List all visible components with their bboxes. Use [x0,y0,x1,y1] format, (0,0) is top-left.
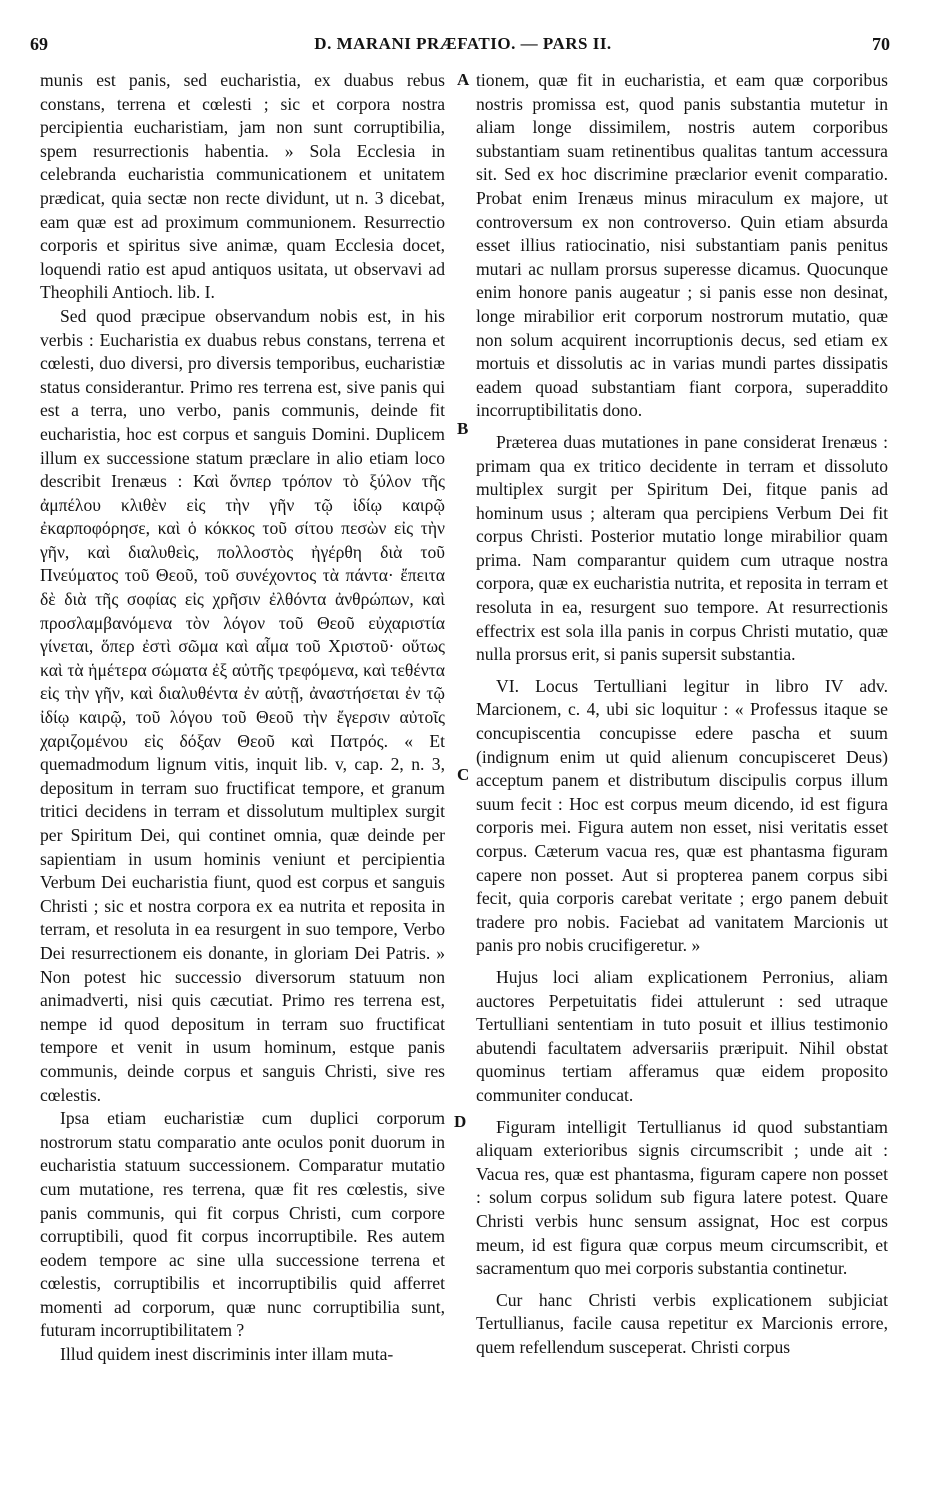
margin-marker-a: A [457,70,470,89]
paragraph: Præterea duas mutationes in pane considerat Irenæus : primam qua ex tritico decidente in terram et dissoluto multiplex surgit per Spiritum Dei, fitque panis ad hominum usus ; alteram qua percipiens Verbum Dei fit corpus Christi. Posterior mutatio longe mirabilior quam prima. Nam comparantur quidem cum utraque nostra corpora, quæ ex eucharistia nutrita, et reposita in terram et resoluta in ea, resurgent suo tempore. At resurrectionis effectrix est sola illa panis in corpus Christi mutatio, quæ nulla prorsus erit, si panis supersit substantia. [476,431,888,665]
margin-marker-d: D [454,1112,467,1131]
paragraph: Illud quidem inest discriminis inter illam muta- [60,1344,394,1365]
margin-marker-b: B [457,419,469,438]
page-number-right: 70 [872,34,890,54]
paragraph: Hujus loci aliam explicationem Perronius, aliam auctores Perpetuitatis fidei attulerunt : sed utraque Tertulliani sententiam in tuto posuit et illius testimonio abutendi facultatem adversariis præripuit. Nihil obstat quominus tertiam afferamus quæ eidem proposito communiter conducat. [476,966,888,1105]
page-header [30,34,896,58]
margin-marker-c: C [457,765,470,784]
paragraph: munis est panis, sed eucharistia, ex duabus rebus constans, terrena et cœlesti ; sic et corpora nostra percipientia eucharistiam, jam non sunt corruptibilia, spem resurrectionis habentia. » Sola Ecclesia in celebranda eucharistia communicationem et unitatem prædicat, quia sectæ non recte dividunt, ut n. 3 dicebat, eam quæ est ad proximum communionem. Resurrectio corporis et spiritus sive animæ, quam Ecclesia docet, loquendi ratio est apud antiquos usitata, ut observavi ad Theophili Antioch. lib. I. [40,70,445,303]
left-column [40,69,445,1367]
paragraph: VI. Locus Tertulliani legitur in libro IV adv. Marcionem, c. 4, ubi sic loquitur : « Professus itaque se concupiscentia concupisse edere pascha et suum (indignum enim ut quid alienum concupisceret Deus) acceptum panem et distributum discipulis corpus illum suum fecit : Hoc est corpus meum dicendo, id est figura corporis mei. Figura autem non esset, nisi veritatis esset corpus. Cæterum vacua res, quæ est phantasma figuram capere non posset. Aut si propterea panem corpus sibi fecit, quia corporis carebat veritate ; ergo panem debuit tradere pro nobis. Faciebat ad vanitatem Marcionis ut panis pro nobis crucifigeretur. » [476,675,888,956]
paragraph: Ipsa etiam eucharistiæ cum duplici corporum nostrorum statu comparatio ante oculos ponit duorum in eucharistia statuum successionem. Comparatur mutatio cum mutatione, res terrena, quæ fit res cœlestis, sive panis communis, qui fit corpus Christi, cum corpore corruptibili, quod fit corpus incorruptibile. Res autem eodem tempore ac sine ulla successione terrena et cœlestis, corruptibilis et incorruptibilis quid afferret momenti ad corporum, quæ nunc corruptibilia sunt, futuram incorruptibilitatem ? [40,1108,445,1341]
paragraph: tionem, quæ fit in eucharistia, et eam quæ corporibus nostris promissa est, quod panis substantia mutetur in aliam longe dissimilem, nostris autem corporibus substantiam suam retinentibus qualitas tantum accessura sit. Sed ex hoc discrimine præclarior evenit comparatio. Probat enim Irenæus minus miraculum ex majore, ut controversum ex non controverso. Quin etiam absurda esset illius ratiocinatio, nisi substantiam panis penitus mutari ac nullam prorsus superesse dicamus. Quocunque enim honore panis augeatur ; si panis esse non desinat, longe mirabilior erit corporum nostrorum mutatio, quæ non solum acquirent incorruptionis decus, sed etiam ex mortuis et dissolutis ac in varias mundi partes dissipatis eadem quoad substantiam fiant corpora, superaddito incorruptibilitatis dono. [476,70,888,421]
paragraph: Sed quod præcipue observandum nobis est, in his verbis : Eucharistia ex duabus rebus constans, terrena et cœlesti, duo diversi, pro diversis temporibus, eucharistiæ status considerantur. Primo res terrena est, sive panis qui est a terra, uno verbo, panis communis, deinde fit eucharistia, hoc est corpus et sanguis Domini. Duplicem illum ex successione statum præclare in alio etiam loco describit Irenæus : Καὶ ὅνπερ τρόπον τὸ ξύλον τῆς ἀμπέλου κλιθὲν εἰς τὴν γῆν τῷ ἰδίῳ καιρῷ ἐκαρποφόρησε, καὶ ὁ κόκκος τοῦ σίτου πεσὼν εἰς τὴν γῆν, καὶ διαλυθεὶς, πολλοστὸς ἠγέρθη διὰ τοῦ Πνεύματος τοῦ Θεοῦ, τοῦ συνέχοντος τὰ πάντα· ἔπειτα δὲ διὰ τῆς σοφίας εἰς χρῆσιν ἐλθόντα ἀνθρώπων, καὶ προσλαμβανόμενα τὸν λόγον τοῦ Θεοῦ εὐχαριστία γίνεται, ὅπερ ἐστὶ σῶμα καὶ αἷμα τοῦ Χριστοῦ· οὕτως καὶ τὰ ἡμέτερα σώματα ἐξ αὐτῆς τρεφόμενα, καὶ τεθέντα εἰς τὴν γῆν, καὶ διαλυθέντα ἐν αὐτῇ, ἀναστήσεται ἐν τῷ ἰδίῳ καιρῷ, τοῦ λόγου τοῦ Θεοῦ τὴν ἔγερσιν αὐτοῖς χαριζομένου εἰς δόξαν Θεοῦ καὶ Πατρός. « Et quemadmodum lignum vitis, inquit lib. v, cap. 2, n. 3, depositum in terram suo fructificat tempore, et granum tritici decidens in terram et dissolutum multiplex surgit per Spiritum Dei, qui continet omnia, quæ deinde per sapientiam in usum hominis veniunt et percipientia Verbum Dei eucharistia fiunt, quod est corpus et sanguis Christi ; sic et nostra corpora ex ea nutrita et reposita in terram, et resoluta in ea resurgent in suo tempore, Verbo Dei resurrectionem eis donante, in gloriam Dei Patris. » Non potest hic successio diversorum statuum non animadverti, nisi quis cæcutiat. Primo res terrena est, nempe id quod depositum in terram suo fructificat tempore et venit in usum hominum, estque panis communis, deinde corpus et sanguis Christi, sive res cœlestis. [40,305,445,1105]
paragraph: Figuram intelligit Tertullianus id quod substantiam aliquam exterioribus signis circumscribit ; unde ait : Vacua res, quæ est phantasma, figuram capere non posset : solum corpus solidum sub figura latere potest. Quare Christi verbis hunc sensum assignat, Hoc est corpus meum, id est figura quæ corpus meum circumscribit, et sacramentum quo mei corporis substantia continetur. [476,1116,888,1279]
paragraph: Cur hanc Christi verbis explicationem subjiciat Tertullianus, facile causa repetitur ex Marcionis errore, quem refellendum susceperat. Christi corpus [476,1289,888,1357]
page-number-left: 69 [30,34,48,54]
right-column [476,69,888,1359]
running-title: D. MARANI PRÆFATIO. — PARS II. [314,34,612,53]
